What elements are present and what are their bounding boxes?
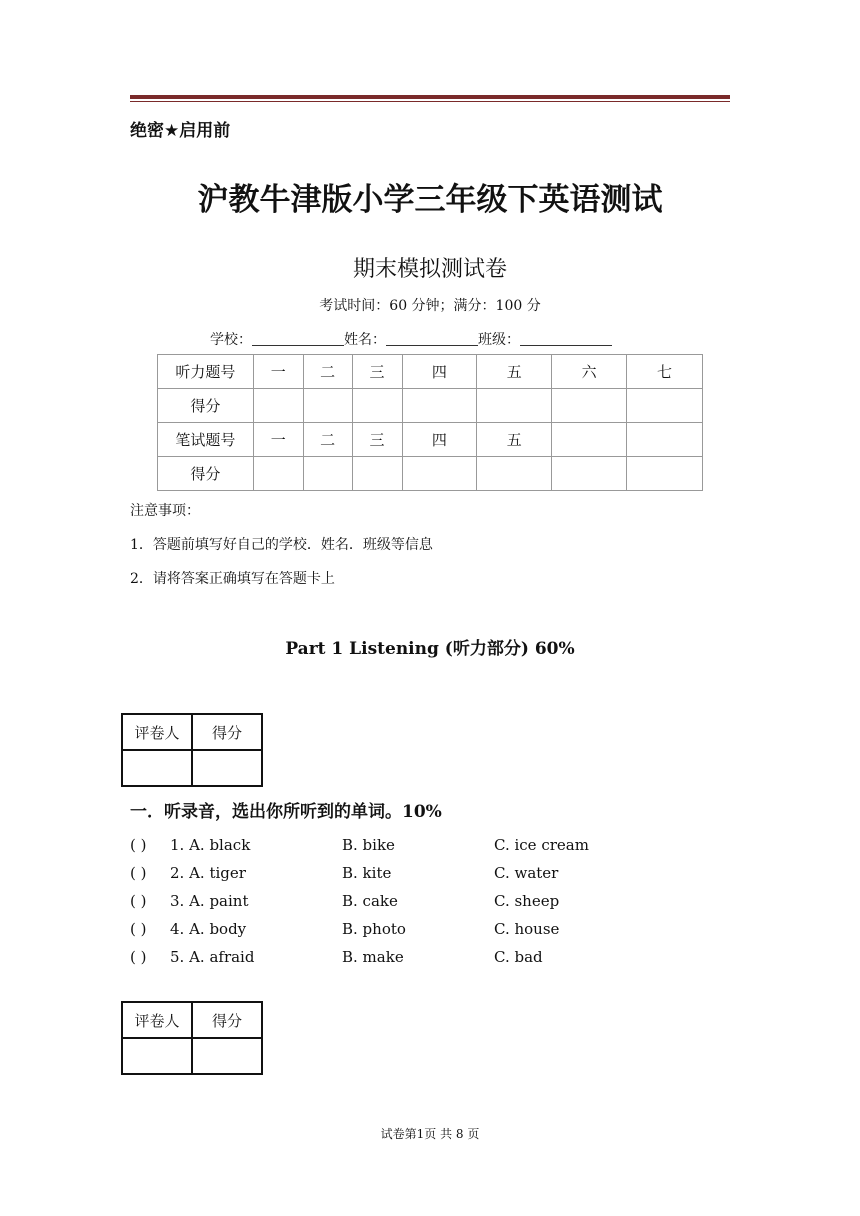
table-cell bbox=[627, 389, 703, 423]
table-cell: 六 bbox=[552, 355, 627, 389]
grader-score-blank[interactable] bbox=[192, 750, 262, 786]
option-a: 5. A. afraid bbox=[170, 948, 255, 966]
question-row bbox=[130, 948, 730, 970]
table-row bbox=[122, 1038, 262, 1074]
table-cell bbox=[627, 457, 703, 491]
table-cell: 三 bbox=[352, 423, 402, 457]
grader-score-label: 得分 bbox=[192, 1002, 262, 1038]
student-info-line bbox=[210, 329, 612, 349]
option-a: 1. A. black bbox=[170, 836, 251, 854]
question-row bbox=[130, 864, 730, 886]
section-title: 一．听录音，选出你所听到的单词。10% bbox=[130, 802, 442, 822]
class-label: 班级： bbox=[478, 332, 520, 348]
table-cell: 四 bbox=[402, 355, 477, 389]
table-cell bbox=[477, 389, 552, 423]
school-label: 学校： bbox=[210, 332, 252, 348]
option-c: C. ice cream bbox=[494, 836, 589, 854]
option-a: 2. A. tiger bbox=[170, 864, 246, 882]
table-cell bbox=[352, 389, 402, 423]
option-b: B. make bbox=[342, 948, 404, 966]
table-cell: 七 bbox=[627, 355, 703, 389]
grader-label: 评卷人 bbox=[122, 714, 192, 750]
notes-heading: 注意事项： bbox=[130, 503, 200, 519]
option-c: C. sheep bbox=[494, 892, 560, 910]
question-row bbox=[130, 920, 730, 942]
question-row bbox=[130, 892, 730, 914]
table-row bbox=[158, 423, 703, 457]
table-cell: 三 bbox=[352, 355, 402, 389]
table-cell bbox=[303, 389, 352, 423]
table-cell bbox=[627, 423, 703, 457]
table-row bbox=[158, 389, 703, 423]
notes-item-2: 2．请将答案正确填写在答题卡上 bbox=[130, 571, 335, 587]
part-heading: Part 1 Listening (听力部分) 60% bbox=[285, 639, 575, 659]
grader-reviewer-blank[interactable] bbox=[122, 750, 192, 786]
table-cell bbox=[552, 423, 627, 457]
option-c: C. house bbox=[494, 920, 560, 938]
option-a: 3. A. paint bbox=[170, 892, 249, 910]
table-cell: 得分 bbox=[158, 457, 254, 491]
answer-blank[interactable]: ( ) bbox=[130, 864, 147, 882]
answer-blank[interactable]: ( ) bbox=[130, 948, 147, 966]
table-cell: 听力题号 bbox=[158, 355, 254, 389]
table-cell bbox=[253, 389, 303, 423]
answer-blank[interactable]: ( ) bbox=[130, 892, 147, 910]
table-cell: 二 bbox=[303, 355, 352, 389]
score-table bbox=[157, 354, 703, 491]
option-b: B. cake bbox=[342, 892, 398, 910]
header-rule bbox=[130, 95, 730, 102]
table-cell: 得分 bbox=[158, 389, 254, 423]
table-cell: 二 bbox=[303, 423, 352, 457]
name-blank[interactable] bbox=[386, 331, 478, 346]
grader-reviewer-blank[interactable] bbox=[122, 1038, 192, 1074]
confidential-label: 绝密★启用前 bbox=[130, 121, 231, 141]
table-cell: 五 bbox=[477, 423, 552, 457]
class-blank[interactable] bbox=[520, 331, 612, 346]
table-cell: 一 bbox=[253, 423, 303, 457]
table-cell: 五 bbox=[477, 355, 552, 389]
grader-score-label: 得分 bbox=[192, 714, 262, 750]
table-row bbox=[122, 750, 262, 786]
school-blank[interactable] bbox=[252, 331, 344, 346]
grader-label: 评卷人 bbox=[122, 1002, 192, 1038]
exam-title: 沪教牛津版小学三年级下英语测试 bbox=[197, 182, 663, 218]
option-b: B. bike bbox=[342, 836, 395, 854]
table-cell bbox=[303, 457, 352, 491]
table-row bbox=[158, 355, 703, 389]
option-a: 4. A. body bbox=[170, 920, 247, 938]
grader-box bbox=[121, 713, 263, 787]
table-row bbox=[122, 1002, 262, 1038]
exam-info: 考试时间：60 分钟；满分：100 分 bbox=[319, 298, 541, 314]
grader-box bbox=[121, 1001, 263, 1075]
table-cell bbox=[477, 457, 552, 491]
table-cell bbox=[253, 457, 303, 491]
table-cell: 四 bbox=[402, 423, 477, 457]
name-label: 姓名： bbox=[344, 332, 386, 348]
table-cell bbox=[402, 389, 477, 423]
table-cell bbox=[352, 457, 402, 491]
table-cell: 一 bbox=[253, 355, 303, 389]
question-row bbox=[130, 836, 730, 858]
table-cell bbox=[402, 457, 477, 491]
answer-blank[interactable]: ( ) bbox=[130, 836, 147, 854]
table-cell bbox=[552, 389, 627, 423]
table-row bbox=[122, 714, 262, 750]
option-b: B. photo bbox=[342, 920, 406, 938]
table-row bbox=[158, 457, 703, 491]
table-cell: 笔试题号 bbox=[158, 423, 254, 457]
option-b: B. kite bbox=[342, 864, 392, 882]
answer-blank[interactable]: ( ) bbox=[130, 920, 147, 938]
notes-item-1: 1．答题前填写好自己的学校．姓名．班级等信息 bbox=[130, 537, 433, 553]
option-c: C. bad bbox=[494, 948, 543, 966]
table-cell bbox=[552, 457, 627, 491]
option-c: C. water bbox=[494, 864, 559, 882]
grader-score-blank[interactable] bbox=[192, 1038, 262, 1074]
exam-subtitle: 期末模拟测试卷 bbox=[352, 257, 507, 282]
page-footer: 试卷第1页 共 8 页 bbox=[380, 1127, 480, 1141]
